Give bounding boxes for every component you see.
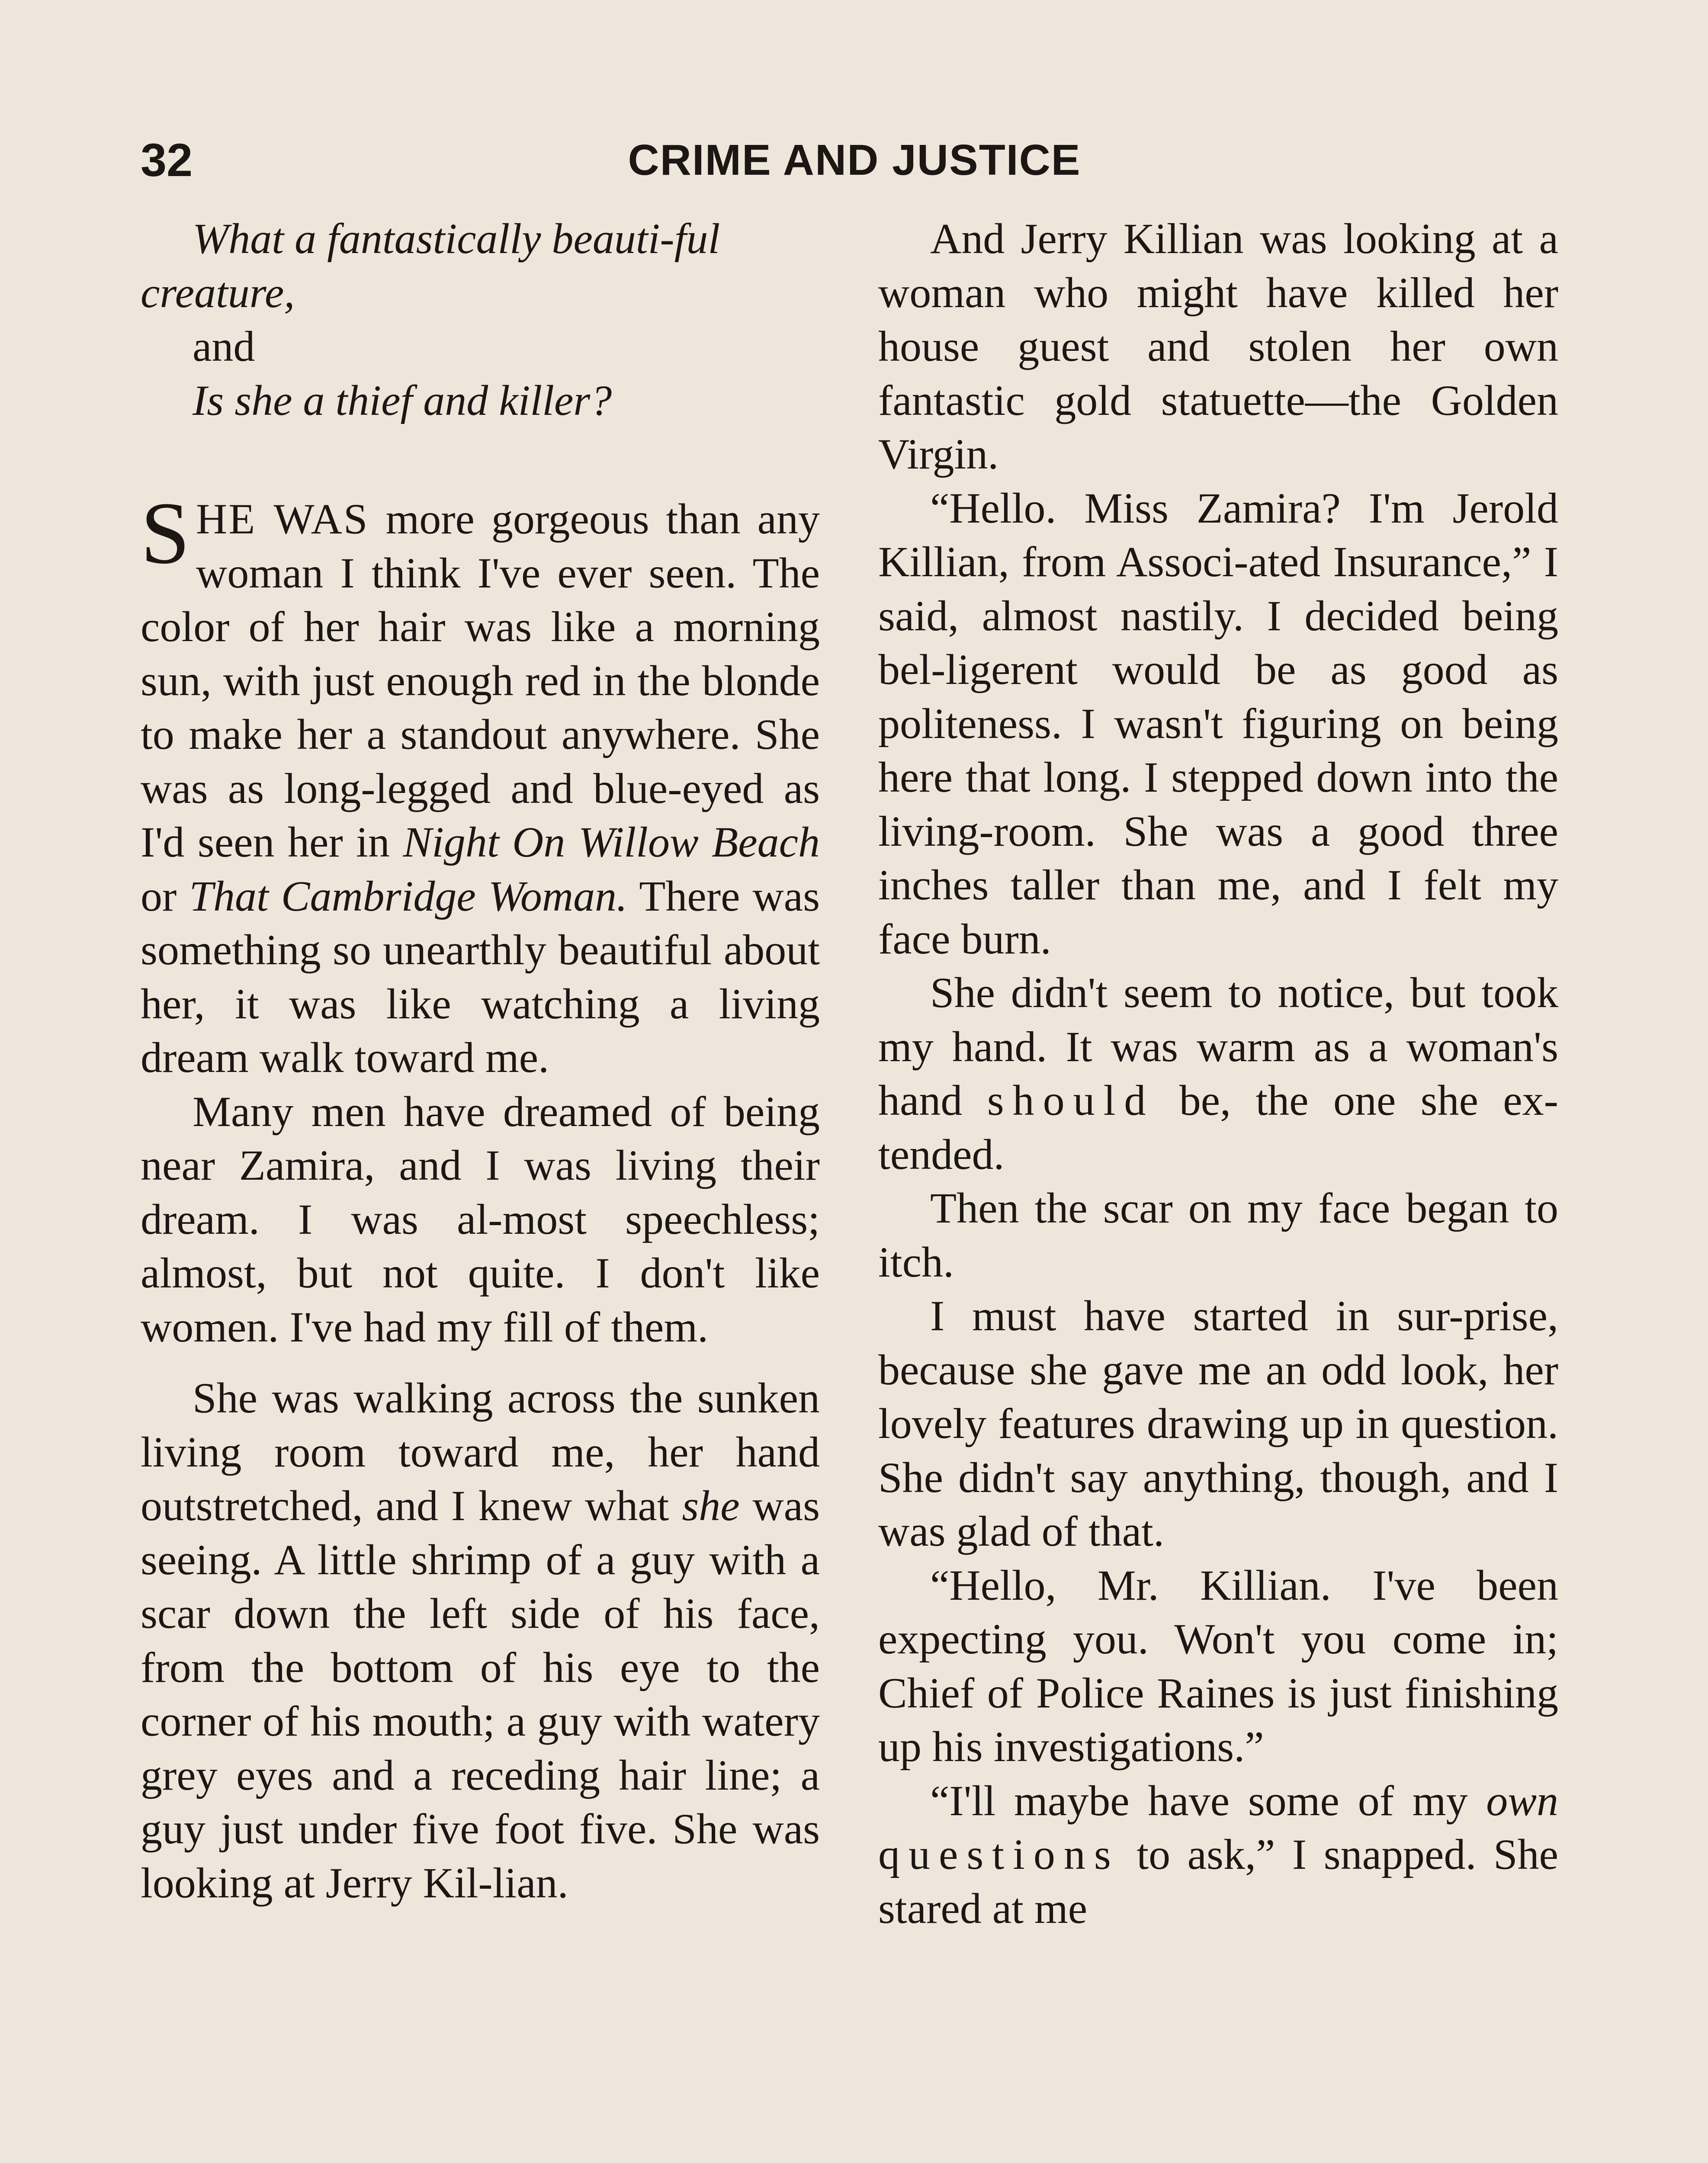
paragraph-text: more gorgeous than any woman I think I've ever seen. The color of her hair was like a morning sun, with just enough red in the blonde to make her a standout anywhere. She was as long-legged and blue-eyed as I'd seen her in — [141, 495, 820, 866]
paragraph-text: She didn't seem to notice, but took my hand. It was warm as a woman's hand — [878, 969, 1558, 1124]
paragraph: “Hello, Mr. Killian. I've been expecting you. Won't you come in; Chief of Police Raines is just finishing up his investigations.” — [878, 1561, 1558, 1771]
paragraph: “Hello. Miss Zamira? I'm Jerold Killian, from Associ-ated Insurance,” I said, almost nastily. I decided being bel-ligerent would be as good as politeness. I wasn't figuring on being here that long. I stepped down into the living-room. She was a good three inches taller than me, and I felt my face burn. — [878, 484, 1558, 963]
emphasis: she — [682, 1482, 740, 1530]
intro-line-3: Is she a thief and killer? — [193, 376, 612, 424]
paragraph-text: or — [141, 872, 189, 920]
paragraph: Then the scar on my face began to itch. — [878, 1184, 1558, 1286]
paragraph-text: There was something so unearthly beautiful about her, it was like watching a living dream walk toward me. — [141, 872, 820, 1082]
opening-small-caps: HE WAS — [196, 495, 369, 543]
intro-line-1: What a fantastically beauti-ful creature, — [141, 215, 720, 317]
spaced-word: should — [987, 1076, 1155, 1124]
film-title: That Cambridge Woman. — [189, 872, 628, 920]
paragraph-text: “I'll maybe have some of my — [930, 1776, 1486, 1825]
paragraph: Many men have dreamed of being near Zamira, and I was living their dream. I was al-most speechless; almost, but not quite. I don't like women. I've had my fill of them. — [141, 1087, 820, 1351]
paragraph-text: to ask,” I snapped. She stared at me — [878, 1830, 1558, 1932]
paragraph: I must have started in sur-prise, because she gave me an odd look, her lovely features drawing up in question. She didn't say anything, though, and I was glad of that. — [878, 1292, 1558, 1555]
spaced-word: questions — [878, 1830, 1120, 1878]
page-header — [141, 130, 1568, 190]
page-number: 32 — [141, 134, 193, 186]
intro-line-2: and — [193, 322, 255, 370]
left-column — [141, 212, 820, 1910]
running-head: CRIME AND JUSTICE — [628, 136, 1081, 184]
drop-cap: S — [141, 484, 190, 582]
emphasis: own — [1486, 1776, 1558, 1825]
paragraph — [878, 1774, 1558, 1936]
story-intro — [141, 212, 820, 427]
paragraph — [141, 484, 820, 1085]
paragraph-text: She was walking across the sunken living room toward me, her hand outstretched, and I knew what — [141, 1374, 820, 1530]
film-title: Night On Willow Beach — [403, 818, 820, 866]
paragraph — [878, 966, 1558, 1181]
paragraph — [141, 1371, 820, 1910]
paragraph: And Jerry Killian was looking at a woman who might have killed her house guest and stolen her own fantastic gold statuette—the Golden Virgin. — [878, 215, 1558, 478]
paragraph-text: be, the one she ex-tended. — [878, 1076, 1558, 1178]
right-column — [878, 212, 1558, 1935]
paragraph-text: was seeing. A little shrimp of a guy with a scar down the left side of his face, from the bottom of his eye to the corner of his mouth; a guy with watery grey eyes and a receding hair line; a guy just under five foot five. She was looking at Jerry Kil-lian. — [141, 1482, 820, 1907]
